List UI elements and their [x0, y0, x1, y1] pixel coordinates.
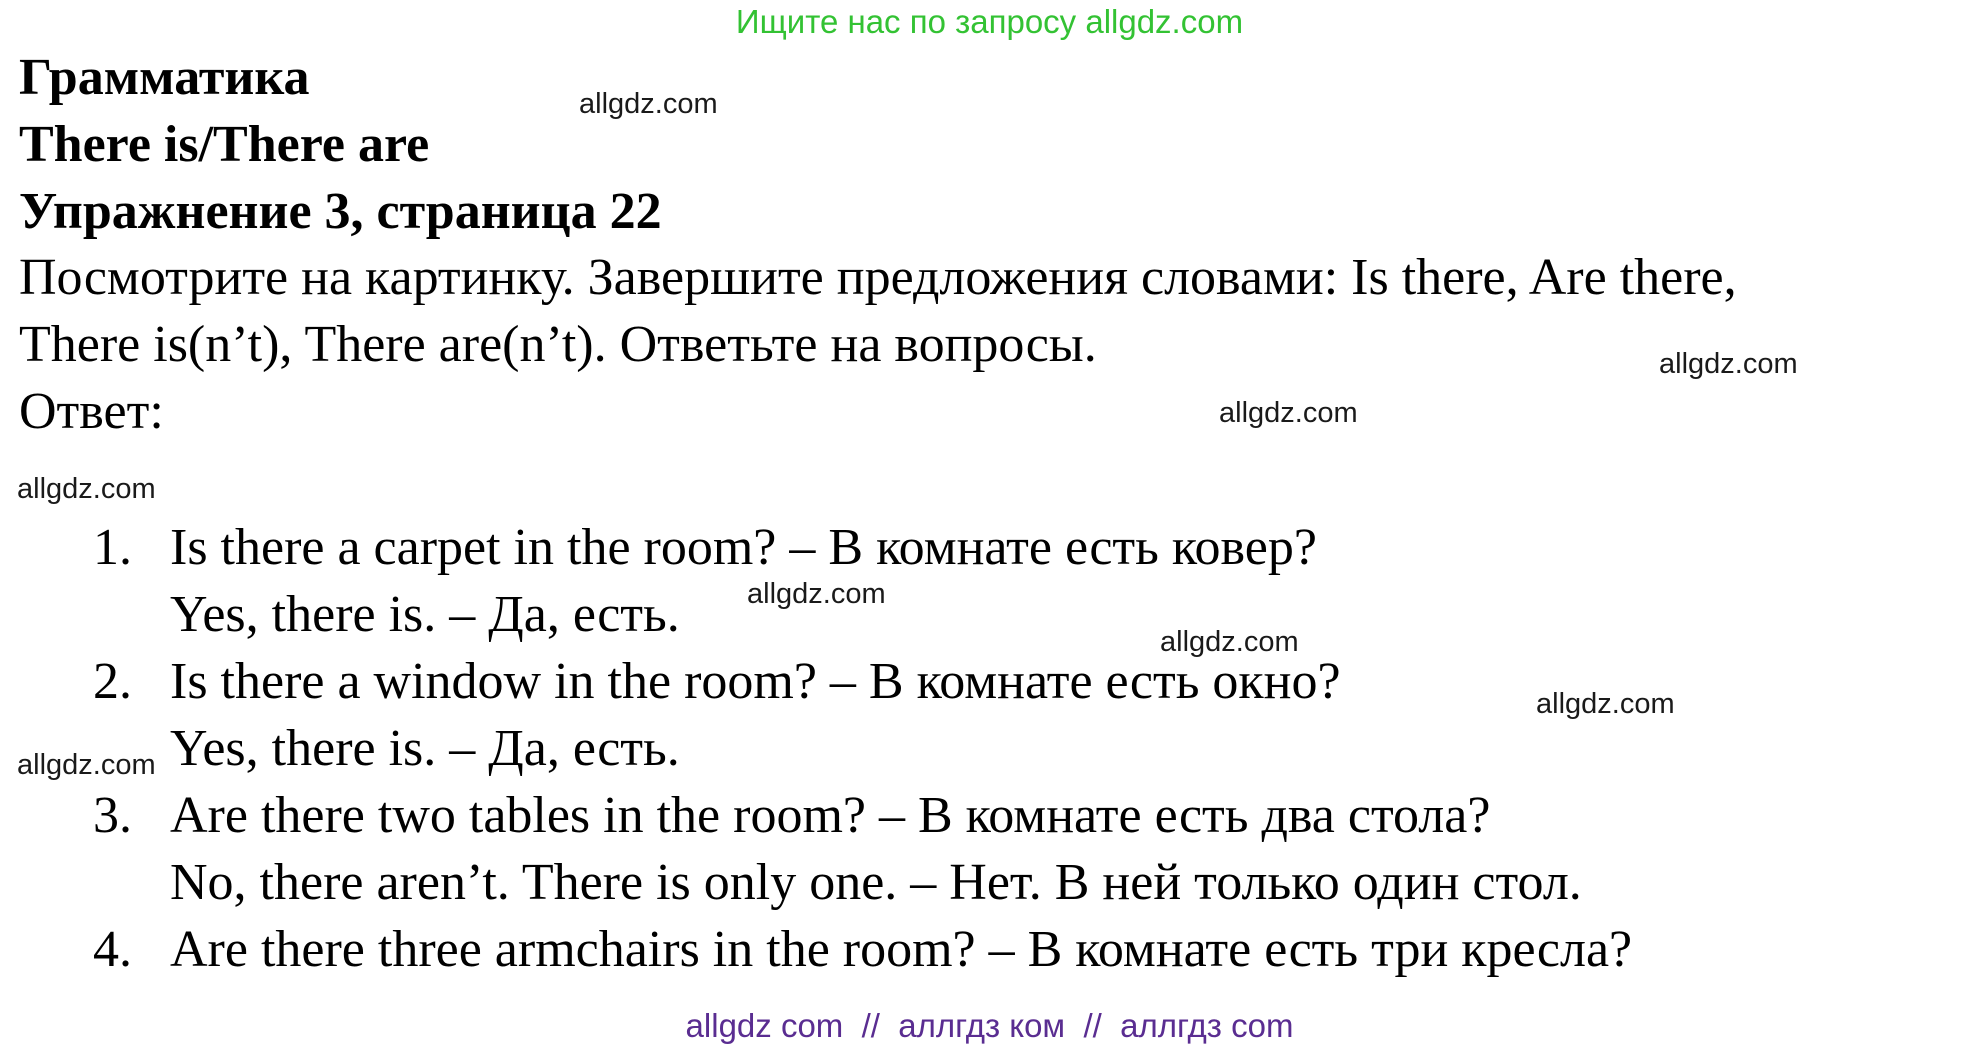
item-1-question: Is there a carpet in the room? – В комнате есть ковер? [170, 519, 1317, 576]
item-3-answer: No, there aren’t. There is only one. – Нет. В ней только один стол. [170, 854, 1582, 911]
answer-label: Ответ: [19, 383, 164, 440]
instruction-line-1: Посмотрите на картинку. Завершите предложения словами: Is there, Are there, [19, 249, 1737, 306]
item-3-question: Are there two tables in the room? – В комнате есть два стола? [170, 787, 1491, 844]
item-3-number: 3. [93, 787, 132, 844]
item-2-number: 2. [93, 653, 132, 710]
watermark: allgdz.com [1160, 626, 1299, 658]
footer-links[interactable]: allgdz com // аллгдз ком // аллгдз com [685, 1007, 1294, 1044]
exercise-title: Упражнение 3, страница 22 [19, 183, 662, 240]
section-title: Грамматика [19, 49, 310, 106]
watermark: allgdz.com [579, 88, 718, 120]
top-banner[interactable]: Ищите нас по запросу allgdz.com [735, 3, 1244, 40]
item-2-question: Is there a window in the room? – В комнате есть окно? [170, 653, 1341, 710]
item-2-answer: Yes, there is. – Да, есть. [170, 720, 680, 777]
topic-title: There is/There are [19, 116, 430, 173]
watermark: allgdz.com [747, 578, 886, 610]
item-4-number: 4. [93, 921, 132, 978]
item-1-number: 1. [93, 519, 132, 576]
watermark: allgdz.com [1536, 688, 1675, 720]
watermark: allgdz.com [1659, 348, 1798, 380]
watermark: allgdz.com [17, 473, 156, 505]
watermark: allgdz.com [1219, 397, 1358, 429]
instruction-line-2: There is(n’t), There are(n’t). Ответьте на вопросы. [19, 316, 1097, 373]
item-1-answer: Yes, there is. – Да, есть. [170, 586, 680, 643]
watermark: allgdz.com [17, 749, 156, 781]
item-4-question: Are there three armchairs in the room? – В комнате есть три кресла? [170, 921, 1633, 978]
